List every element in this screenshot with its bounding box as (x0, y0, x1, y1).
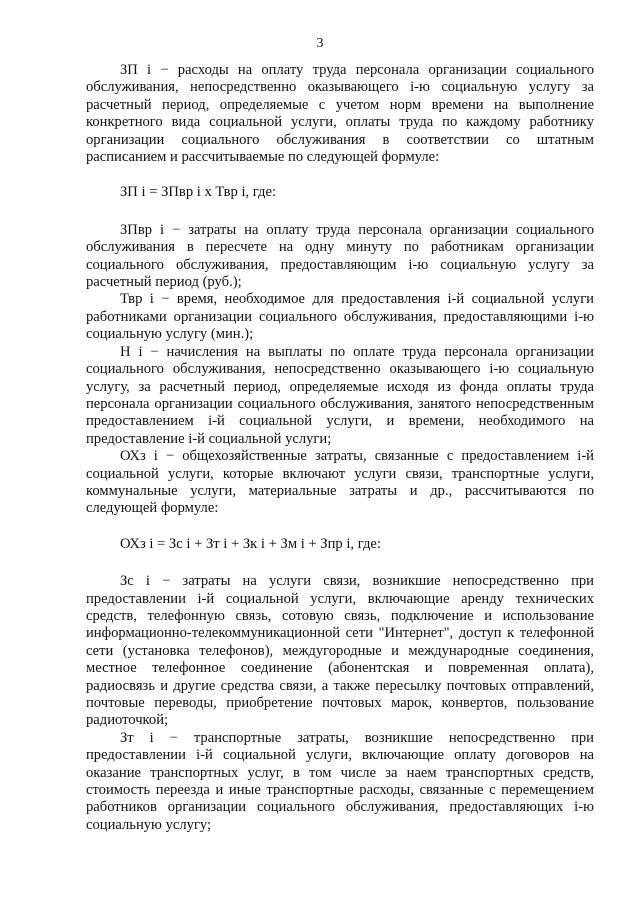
page-number: 3 (316, 36, 324, 51)
formula-zp: ЗП i = ЗПвр i х Твр i, где: (120, 184, 277, 201)
paragraph-zp-definition: ЗП i − расходы на оплату труда персонала организации социального обслуживания, непосредственно оказывающего i-ю социальную услугу за расчетный период, определяемые с учетом норм времени на выполнение конкретного вида социальной услуги, оплаты труда по каждому работнику организации социального обслуживания в соответствии со штатным расписанием и рассчитываемые по следующей формуле: (86, 62, 594, 166)
paragraph-n-definition: Н i − начисления на выплаты по оплате труда персонала организации социального обслуживания, непосредственно оказывающего i-ю социальную услугу, за расчетный период, определяемые исходя из фонда оплаты труда персонала организации социального обслуживания, занятого непосредственным предоставлением i-й социальной услуги, и времени, необходимого на предоставление i-й социальной услуги; (86, 343, 594, 447)
formula-ohz: ОХз i = Зс i + Зт i + Зк i + Зм i + Зпр i, где: (120, 535, 381, 552)
paragraph-zs-definition: Зс i − затраты на услуги связи, возникшие непосредственно при предоставлении i-й социальной услуги, включающие аренду технических средств, телефонную связь, сотовую связь, подключение и использование информационно-телекоммуникационной сети "Интернет", доступ к телефонной сети (установка телефонов), междугородные и международные соединения, местное телефонное соединение (абонентская и повременная оплата), радиосвязь и другие средства связи, а также пересылку почтовых отправлений, почтовые переводы, приобретение почтовых марок, конвертов, пользование радиоточкой; (86, 573, 594, 729)
paragraph-zpvr-definition: ЗПвр i − затраты на оплату труда персонала организации социального обслуживания в пересчете на одну минуту по работникам организации социального обслуживания, предоставляющим i-ю социальную услугу за расчетный период (руб.); (86, 221, 594, 291)
paragraph-zt-definition: Зт i − транспортные затраты, возникшие непосредственно при предоставлении i-й социальной услуги, включающие оплату договоров на оказание транспортных услуг, в том числе за наем транспортных средств, стоимость переезда и иные транспортные расходы, связанные с перемещением работников организации социального обслуживания, предоставляющих i-ю социальную услугу; (86, 729, 594, 833)
paragraph-tvr-definition: Твр i − время, необходимое для предоставления i-й социальной услуги работниками организации социального обслуживания, предоставляющими i-ю социальную услугу (мин.); (86, 291, 594, 343)
document-body (86, 62, 594, 834)
paragraph-ohz-definition: ОХз i − общехозяйственные затраты, связанные с предоставлением i-й социальной услуги, которые включают услуги связи, транспортные услуги, коммунальные услуги, материальные затраты и др., рассчитываются по следующей формуле: (86, 448, 594, 517)
